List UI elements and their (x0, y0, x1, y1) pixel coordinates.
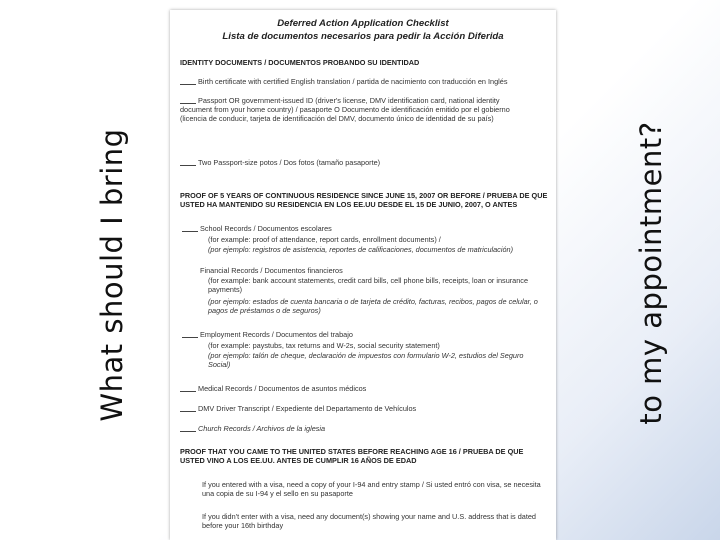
item-label: Financial Records / Documentos financieros (200, 266, 343, 275)
item-label: DMV Driver Transcript / Expediente del Departamento de Vehículos (198, 404, 417, 413)
checklist-item-financial-records (200, 266, 550, 275)
checklist-item-school-records (182, 224, 532, 233)
arrival-visa-note: If you entered with a visa, need a copy of your I-94 and entry stamp / Si usted entró con visa, se necesita una copia de su I-94 y el sello en su pasaporte (202, 480, 541, 499)
checkbox-blank[interactable] (180, 103, 196, 104)
checklist-item-passport (180, 96, 530, 124)
item-label: Church Records / Archivos de la iglesia (198, 424, 326, 433)
checklist-document (170, 10, 556, 540)
item-label: Medical Records / Documentos de asuntos médicos (198, 384, 367, 393)
checkbox-blank[interactable] (180, 84, 196, 85)
checklist-item-birth-certificate (180, 77, 530, 86)
checkbox-blank[interactable] (182, 231, 198, 232)
financial-example-es: (por ejemplo: estados de cuenta bancaria o de tarjeta de crédito, facturas, recibos, pagos de celular, o pagos de préstamos o de seguros) (208, 297, 538, 316)
school-example-es: (por ejemplo: registros de asistencia, reportes de calificaciones, documentos de matriculación) (208, 245, 513, 254)
arrival-heading: PROOF THAT YOU CAME TO THE UNITED STATES BEFORE REACHING AGE 16 / PRUEBA DE QUE USTED VINO A LOS EE.UU. ANTES DE CUMPLIR 16 AÑOS DE EDAD (180, 447, 524, 466)
checkbox-blank[interactable] (180, 411, 196, 412)
document-title: Deferred Action Application Checklist (277, 18, 449, 29)
financial-example: (for example: bank account statements, credit card bills, cell phone bills, receipts, loan or insurance payments) (208, 276, 529, 295)
document-subtitle: Lista de documentos necesarios para pedir la Acción Diferida (222, 31, 504, 42)
checklist-item-photos (180, 158, 530, 167)
checkbox-blank[interactable] (182, 337, 198, 338)
item-label: Employment Records / Documentos del trabajo (200, 330, 353, 339)
residence-heading: PROOF OF 5 YEARS OF CONTINUOUS RESIDENCE SINCE JUNE 15, 2007 OR BEFORE / PRUEBA DE QUE USTED HA MANTENIDO SU RESIDENCIA EN LOS EE.UU DESDE EL 15 DE JUNIO, 2007, O ANTES (180, 191, 548, 210)
slide-title-left: What should I bring (95, 128, 129, 422)
slide-title-right: to my appointment? (634, 121, 668, 425)
arrival-no-visa-note: If you didn't enter with a visa, need any document(s) showing your name and U.S. address that is dated before your 16th birthday (202, 512, 536, 531)
identity-heading: IDENTITY DOCUMENTS / DOCUMENTOS PROBANDO SU IDENTIDAD (180, 58, 420, 67)
checkbox-blank[interactable] (180, 165, 196, 166)
item-label: Passport OR government-issued ID (driver's license, DMV identification card, national identity document from your home country) / pasaporte O Documento de identificación emitido por el gobierno (licencia de conducir, tarjeta de identificación del DMV, documento único de identidad de su país) (180, 96, 510, 124)
school-example: (for example: proof of attendance, report cards, enrollment documents) / (208, 235, 441, 244)
checklist-item-dmv-transcript (180, 404, 530, 413)
checklist-item-church-records (180, 424, 530, 433)
checklist-item-employment-records (182, 330, 532, 339)
item-label: Two Passport-size potos / Dos fotos (tamaño pasaporte) (198, 158, 381, 167)
checkbox-blank[interactable] (180, 431, 196, 432)
employment-example: (for example: paystubs, tax returns and W-2s, social security statement) (208, 341, 440, 350)
checklist-item-medical-records (180, 384, 530, 393)
item-label: School Records / Documentos escolares (200, 224, 332, 233)
item-label: Birth certificate with certified English translation / partida de nacimiento con traducción en Inglés (198, 77, 508, 86)
checkbox-blank[interactable] (180, 391, 196, 392)
employment-example-es: (por ejemplo: talón de cheque, declaración de impuestos con formulario W-2, estudios del Seguro Social) (208, 351, 524, 370)
